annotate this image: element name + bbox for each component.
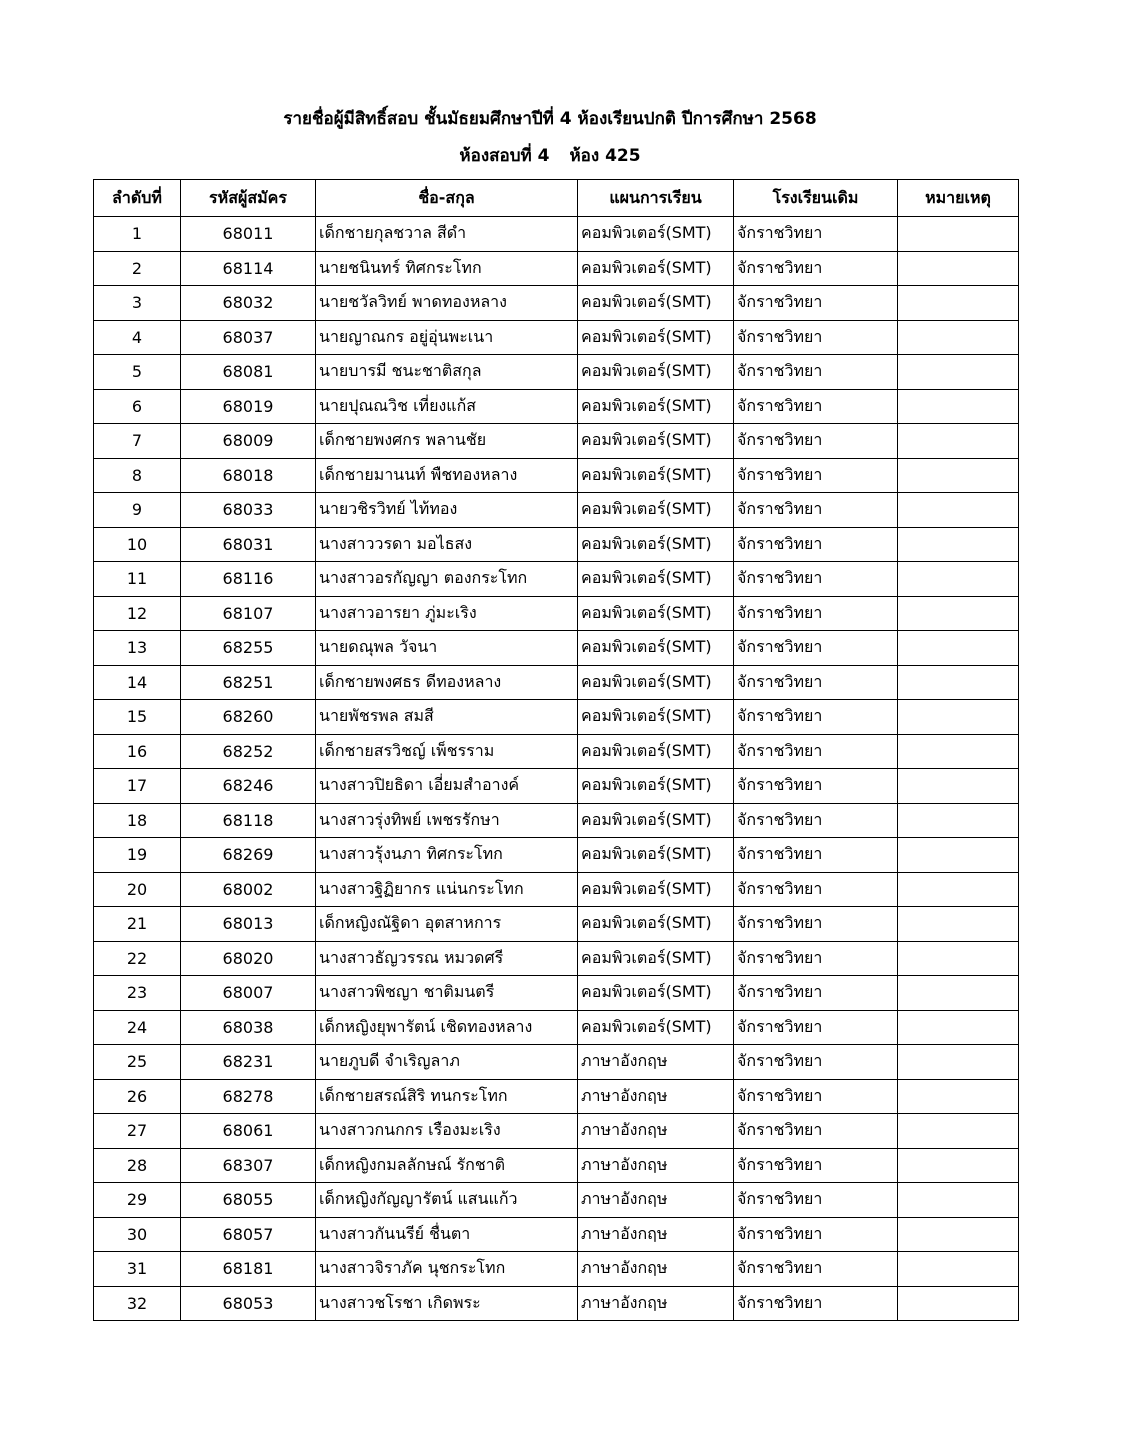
study-program: ภาษาอังกฤษ [578,1045,734,1080]
applicant-id: 68033 [181,493,316,528]
table-row [94,493,1019,528]
table-row [94,355,1019,390]
student-name: เด็กชายมานนท์ พืชทองหลาง [316,458,578,493]
study-program: คอมพิวเตอร์(SMT) [578,286,734,321]
remark [898,493,1019,528]
student-name: เด็กหญิงยุพารัตน์ เชิดทองหลาง [316,1010,578,1045]
row-number: 12 [94,596,181,631]
remark [898,769,1019,804]
applicant-id: 68018 [181,458,316,493]
row-number: 16 [94,734,181,769]
exam-room-label: ห้องสอบที่ 4 [459,146,550,166]
student-name: นายปุณณวิช เที่ยงแก้ส [316,389,578,424]
study-program: ภาษาอังกฤษ [578,1114,734,1149]
row-number: 17 [94,769,181,804]
applicant-id: 68007 [181,976,316,1011]
remark [898,389,1019,424]
applicant-id: 68055 [181,1183,316,1218]
student-name: นายภูบดี จำเริญลาภ [316,1045,578,1080]
row-number: 14 [94,665,181,700]
study-program: คอมพิวเตอร์(SMT) [578,355,734,390]
applicant-id: 68107 [181,596,316,631]
applicant-id: 68061 [181,1114,316,1149]
row-number: 11 [94,562,181,597]
remark [898,1114,1019,1149]
student-name: นางสาวจิราภัค นุชกระโทก [316,1252,578,1287]
study-program: ภาษาอังกฤษ [578,1217,734,1252]
exam-room-heading [0,145,1100,167]
row-number: 27 [94,1114,181,1149]
row-number: 21 [94,907,181,942]
applicant-id: 68255 [181,631,316,666]
student-name: เด็กหญิงณัฐิดา อุตสาหการ [316,907,578,942]
student-name: เด็กชายสรณ์สิริ ทนกระโทก [316,1079,578,1114]
remark [898,217,1019,252]
study-program: คอมพิวเตอร์(SMT) [578,596,734,631]
remark [898,803,1019,838]
applicant-id: 68307 [181,1148,316,1183]
row-number: 19 [94,838,181,873]
applicant-id: 68114 [181,251,316,286]
applicant-id: 68246 [181,769,316,804]
student-name: เด็กหญิงกมลลักษณ์ รักชาติ [316,1148,578,1183]
previous-school: จักราชวิทยา [734,355,898,390]
row-number: 3 [94,286,181,321]
student-name: นางสาวอรกัญญา ตองกระโทก [316,562,578,597]
student-name: นางสาวกนกกร เรืองมะเริง [316,1114,578,1149]
row-number: 26 [94,1079,181,1114]
previous-school: จักราชวิทยา [734,665,898,700]
previous-school: จักราชวิทยา [734,907,898,942]
remark [898,976,1019,1011]
study-program: ภาษาอังกฤษ [578,1148,734,1183]
row-number: 28 [94,1148,181,1183]
remark [898,665,1019,700]
previous-school: จักราชวิทยา [734,1252,898,1287]
previous-school: จักราชวิทยา [734,941,898,976]
table-row [94,734,1019,769]
applicant-id: 68181 [181,1252,316,1287]
previous-school: จักราชวิทยา [734,734,898,769]
remark [898,1148,1019,1183]
applicant-id: 68057 [181,1217,316,1252]
row-number: 13 [94,631,181,666]
study-program: คอมพิวเตอร์(SMT) [578,631,734,666]
study-program: คอมพิวเตอร์(SMT) [578,838,734,873]
study-program: คอมพิวเตอร์(SMT) [578,562,734,597]
previous-school: จักราชวิทยา [734,1286,898,1321]
table-header-row [94,180,1019,217]
student-name: นายชวัลวิทย์ พาดทองหลาง [316,286,578,321]
student-name: เด็กชายพงศธร ดีทองหลาง [316,665,578,700]
row-number: 18 [94,803,181,838]
table-row [94,458,1019,493]
student-name: นางสาวรุ่งทิพย์ เพชรรักษา [316,803,578,838]
student-name: นางสาวฐิฏิยากร แน่นกระโทก [316,872,578,907]
study-program: ภาษาอังกฤษ [578,1252,734,1287]
table-row [94,527,1019,562]
student-name: นางสาวอารยา ภู่มะเริง [316,596,578,631]
remark [898,1045,1019,1080]
row-number: 15 [94,700,181,735]
study-program: คอมพิวเตอร์(SMT) [578,217,734,252]
student-name: นางสาวพิชญา ชาติมนตรี [316,976,578,1011]
student-name: นางสาวปิยธิดา เอี่ยมสำอางค์ [316,769,578,804]
study-program: คอมพิวเตอร์(SMT) [578,389,734,424]
row-number: 2 [94,251,181,286]
remark [898,941,1019,976]
applicant-id: 68032 [181,286,316,321]
row-number: 10 [94,527,181,562]
student-name: นายญาณกร อยู่อุ่นพะเนา [316,320,578,355]
applicant-id: 68009 [181,424,316,459]
table-row [94,1252,1019,1287]
applicant-id: 68269 [181,838,316,873]
applicant-id: 68053 [181,1286,316,1321]
student-name: นายชนินทร์ ทิศกระโทก [316,251,578,286]
remark [898,1183,1019,1218]
candidate-table [93,179,1019,1321]
study-program: ภาษาอังกฤษ [578,1183,734,1218]
study-program: คอมพิวเตอร์(SMT) [578,493,734,528]
table-row [94,1148,1019,1183]
applicant-id: 68002 [181,872,316,907]
study-program: คอมพิวเตอร์(SMT) [578,424,734,459]
study-program: คอมพิวเตอร์(SMT) [578,700,734,735]
student-name: เด็กหญิงกัญญารัตน์ แสนแก้ว [316,1183,578,1218]
col-header-id: รหัสผู้สมัคร [181,180,316,217]
table-row [94,1183,1019,1218]
applicant-id: 68038 [181,1010,316,1045]
previous-school: จักราชวิทยา [734,424,898,459]
study-program: คอมพิวเตอร์(SMT) [578,803,734,838]
table-row [94,803,1019,838]
table-row [94,976,1019,1011]
remark [898,907,1019,942]
remark [898,355,1019,390]
student-name: เด็กชายสรวิชญ์ เพ็ชรราม [316,734,578,769]
study-program: คอมพิวเตอร์(SMT) [578,769,734,804]
col-header-no: ลำดับที่ [94,180,181,217]
table-row [94,700,1019,735]
row-number: 24 [94,1010,181,1045]
row-number: 6 [94,389,181,424]
row-number: 5 [94,355,181,390]
study-program: คอมพิวเตอร์(SMT) [578,320,734,355]
remark [898,1217,1019,1252]
student-name: นายพัชรพล สมสี [316,700,578,735]
remark [898,562,1019,597]
col-header-program: แผนการเรียน [578,180,734,217]
previous-school: จักราชวิทยา [734,1010,898,1045]
student-name: นายวชิรวิทย์ ไท้ทอง [316,493,578,528]
previous-school: จักราชวิทยา [734,527,898,562]
previous-school: จักราชวิทยา [734,251,898,286]
study-program: คอมพิวเตอร์(SMT) [578,527,734,562]
previous-school: จักราชวิทยา [734,596,898,631]
previous-school: จักราชวิทยา [734,838,898,873]
student-name: นางสาวรุ้งนภา ทิศกระโทก [316,838,578,873]
row-number: 29 [94,1183,181,1218]
study-program: คอมพิวเตอร์(SMT) [578,665,734,700]
applicant-id: 68278 [181,1079,316,1114]
remark [898,320,1019,355]
previous-school: จักราชวิทยา [734,1183,898,1218]
applicant-id: 68037 [181,320,316,355]
room-label: ห้อง 425 [569,146,641,166]
row-number: 20 [94,872,181,907]
applicant-id: 68031 [181,527,316,562]
table-row [94,286,1019,321]
table-row [94,596,1019,631]
remark [898,838,1019,873]
previous-school: จักราชวิทยา [734,286,898,321]
study-program: คอมพิวเตอร์(SMT) [578,941,734,976]
study-program: คอมพิวเตอร์(SMT) [578,251,734,286]
student-name: นางสาวกันนรีย์ ชื่นตา [316,1217,578,1252]
previous-school: จักราชวิทยา [734,1079,898,1114]
table-row [94,389,1019,424]
table-row [94,1045,1019,1080]
applicant-id: 68260 [181,700,316,735]
row-number: 1 [94,217,181,252]
table-row [94,665,1019,700]
table-row [94,320,1019,355]
study-program: ภาษาอังกฤษ [578,1079,734,1114]
previous-school: จักราชวิทยา [734,631,898,666]
table-row [94,251,1019,286]
remark [898,700,1019,735]
previous-school: จักราชวิทยา [734,389,898,424]
study-program: คอมพิวเตอร์(SMT) [578,1010,734,1045]
student-name: นางสาววรดา มอไธสง [316,527,578,562]
table-row [94,562,1019,597]
table-row [94,769,1019,804]
remark [898,1079,1019,1114]
remark [898,1252,1019,1287]
row-number: 4 [94,320,181,355]
table-row [94,1079,1019,1114]
previous-school: จักราชวิทยา [734,872,898,907]
remark [898,631,1019,666]
applicant-id: 68019 [181,389,316,424]
page-title: รายชื่อผู้มีสิทธิ์สอบ ชั้นมัธยมศึกษาปีที่ 4 ห้องเรียนปกติ ปีการศึกษา 2568 [283,109,817,129]
applicant-id: 68020 [181,941,316,976]
table-row [94,941,1019,976]
student-name: เด็กชายพงศกร พลานชัย [316,424,578,459]
table-row [94,1217,1019,1252]
applicant-id: 68013 [181,907,316,942]
col-header-name: ชื่อ-สกุล [316,180,578,217]
remark [898,1010,1019,1045]
previous-school: จักราชวิทยา [734,458,898,493]
study-program: ภาษาอังกฤษ [578,1286,734,1321]
row-number: 9 [94,493,181,528]
row-number: 32 [94,1286,181,1321]
remark [898,458,1019,493]
table-row [94,1114,1019,1149]
previous-school: จักราชวิทยา [734,769,898,804]
remark [898,734,1019,769]
row-number: 8 [94,458,181,493]
applicant-id: 68081 [181,355,316,390]
student-name: นายบารมี ชนะชาติสกุล [316,355,578,390]
previous-school: จักราชวิทยา [734,1114,898,1149]
col-header-note: หมายเหตุ [898,180,1019,217]
previous-school: จักราชวิทยา [734,217,898,252]
table-row [94,424,1019,459]
row-number: 23 [94,976,181,1011]
remark [898,424,1019,459]
row-number: 30 [94,1217,181,1252]
previous-school: จักราชวิทยา [734,1045,898,1080]
remark [898,251,1019,286]
applicant-id: 68252 [181,734,316,769]
student-name: นายดณุพล วัจนา [316,631,578,666]
previous-school: จักราชวิทยา [734,320,898,355]
table-row [94,1010,1019,1045]
previous-school: จักราชวิทยา [734,700,898,735]
previous-school: จักราชวิทยา [734,493,898,528]
table-body [94,217,1019,1321]
applicant-id: 68011 [181,217,316,252]
table-row [94,838,1019,873]
table-row [94,907,1019,942]
remark [898,596,1019,631]
remark [898,286,1019,321]
student-name: นางสาวธัญวรรณ หมวดศรี [316,941,578,976]
study-program: คอมพิวเตอร์(SMT) [578,976,734,1011]
table-row [94,217,1019,252]
student-name: เด็กชายกุลชวาล สีดำ [316,217,578,252]
previous-school: จักราชวิทยา [734,562,898,597]
remark [898,527,1019,562]
student-name: นางสาวชโรชา เกิดพระ [316,1286,578,1321]
previous-school: จักราชวิทยา [734,976,898,1011]
table-row [94,631,1019,666]
study-program: คอมพิวเตอร์(SMT) [578,458,734,493]
study-program: คอมพิวเตอร์(SMT) [578,734,734,769]
previous-school: จักราชวิทยา [734,1217,898,1252]
table-row [94,872,1019,907]
study-program: คอมพิวเตอร์(SMT) [578,872,734,907]
applicant-id: 68231 [181,1045,316,1080]
row-number: 7 [94,424,181,459]
table-row [94,1286,1019,1321]
row-number: 22 [94,941,181,976]
applicant-id: 68251 [181,665,316,700]
previous-school: จักราชวิทยา [734,803,898,838]
previous-school: จักราชวิทยา [734,1148,898,1183]
row-number: 31 [94,1252,181,1287]
row-number: 25 [94,1045,181,1080]
col-header-school: โรงเรียนเดิม [734,180,898,217]
remark [898,872,1019,907]
applicant-id: 68118 [181,803,316,838]
study-program: คอมพิวเตอร์(SMT) [578,907,734,942]
remark [898,1286,1019,1321]
applicant-id: 68116 [181,562,316,597]
